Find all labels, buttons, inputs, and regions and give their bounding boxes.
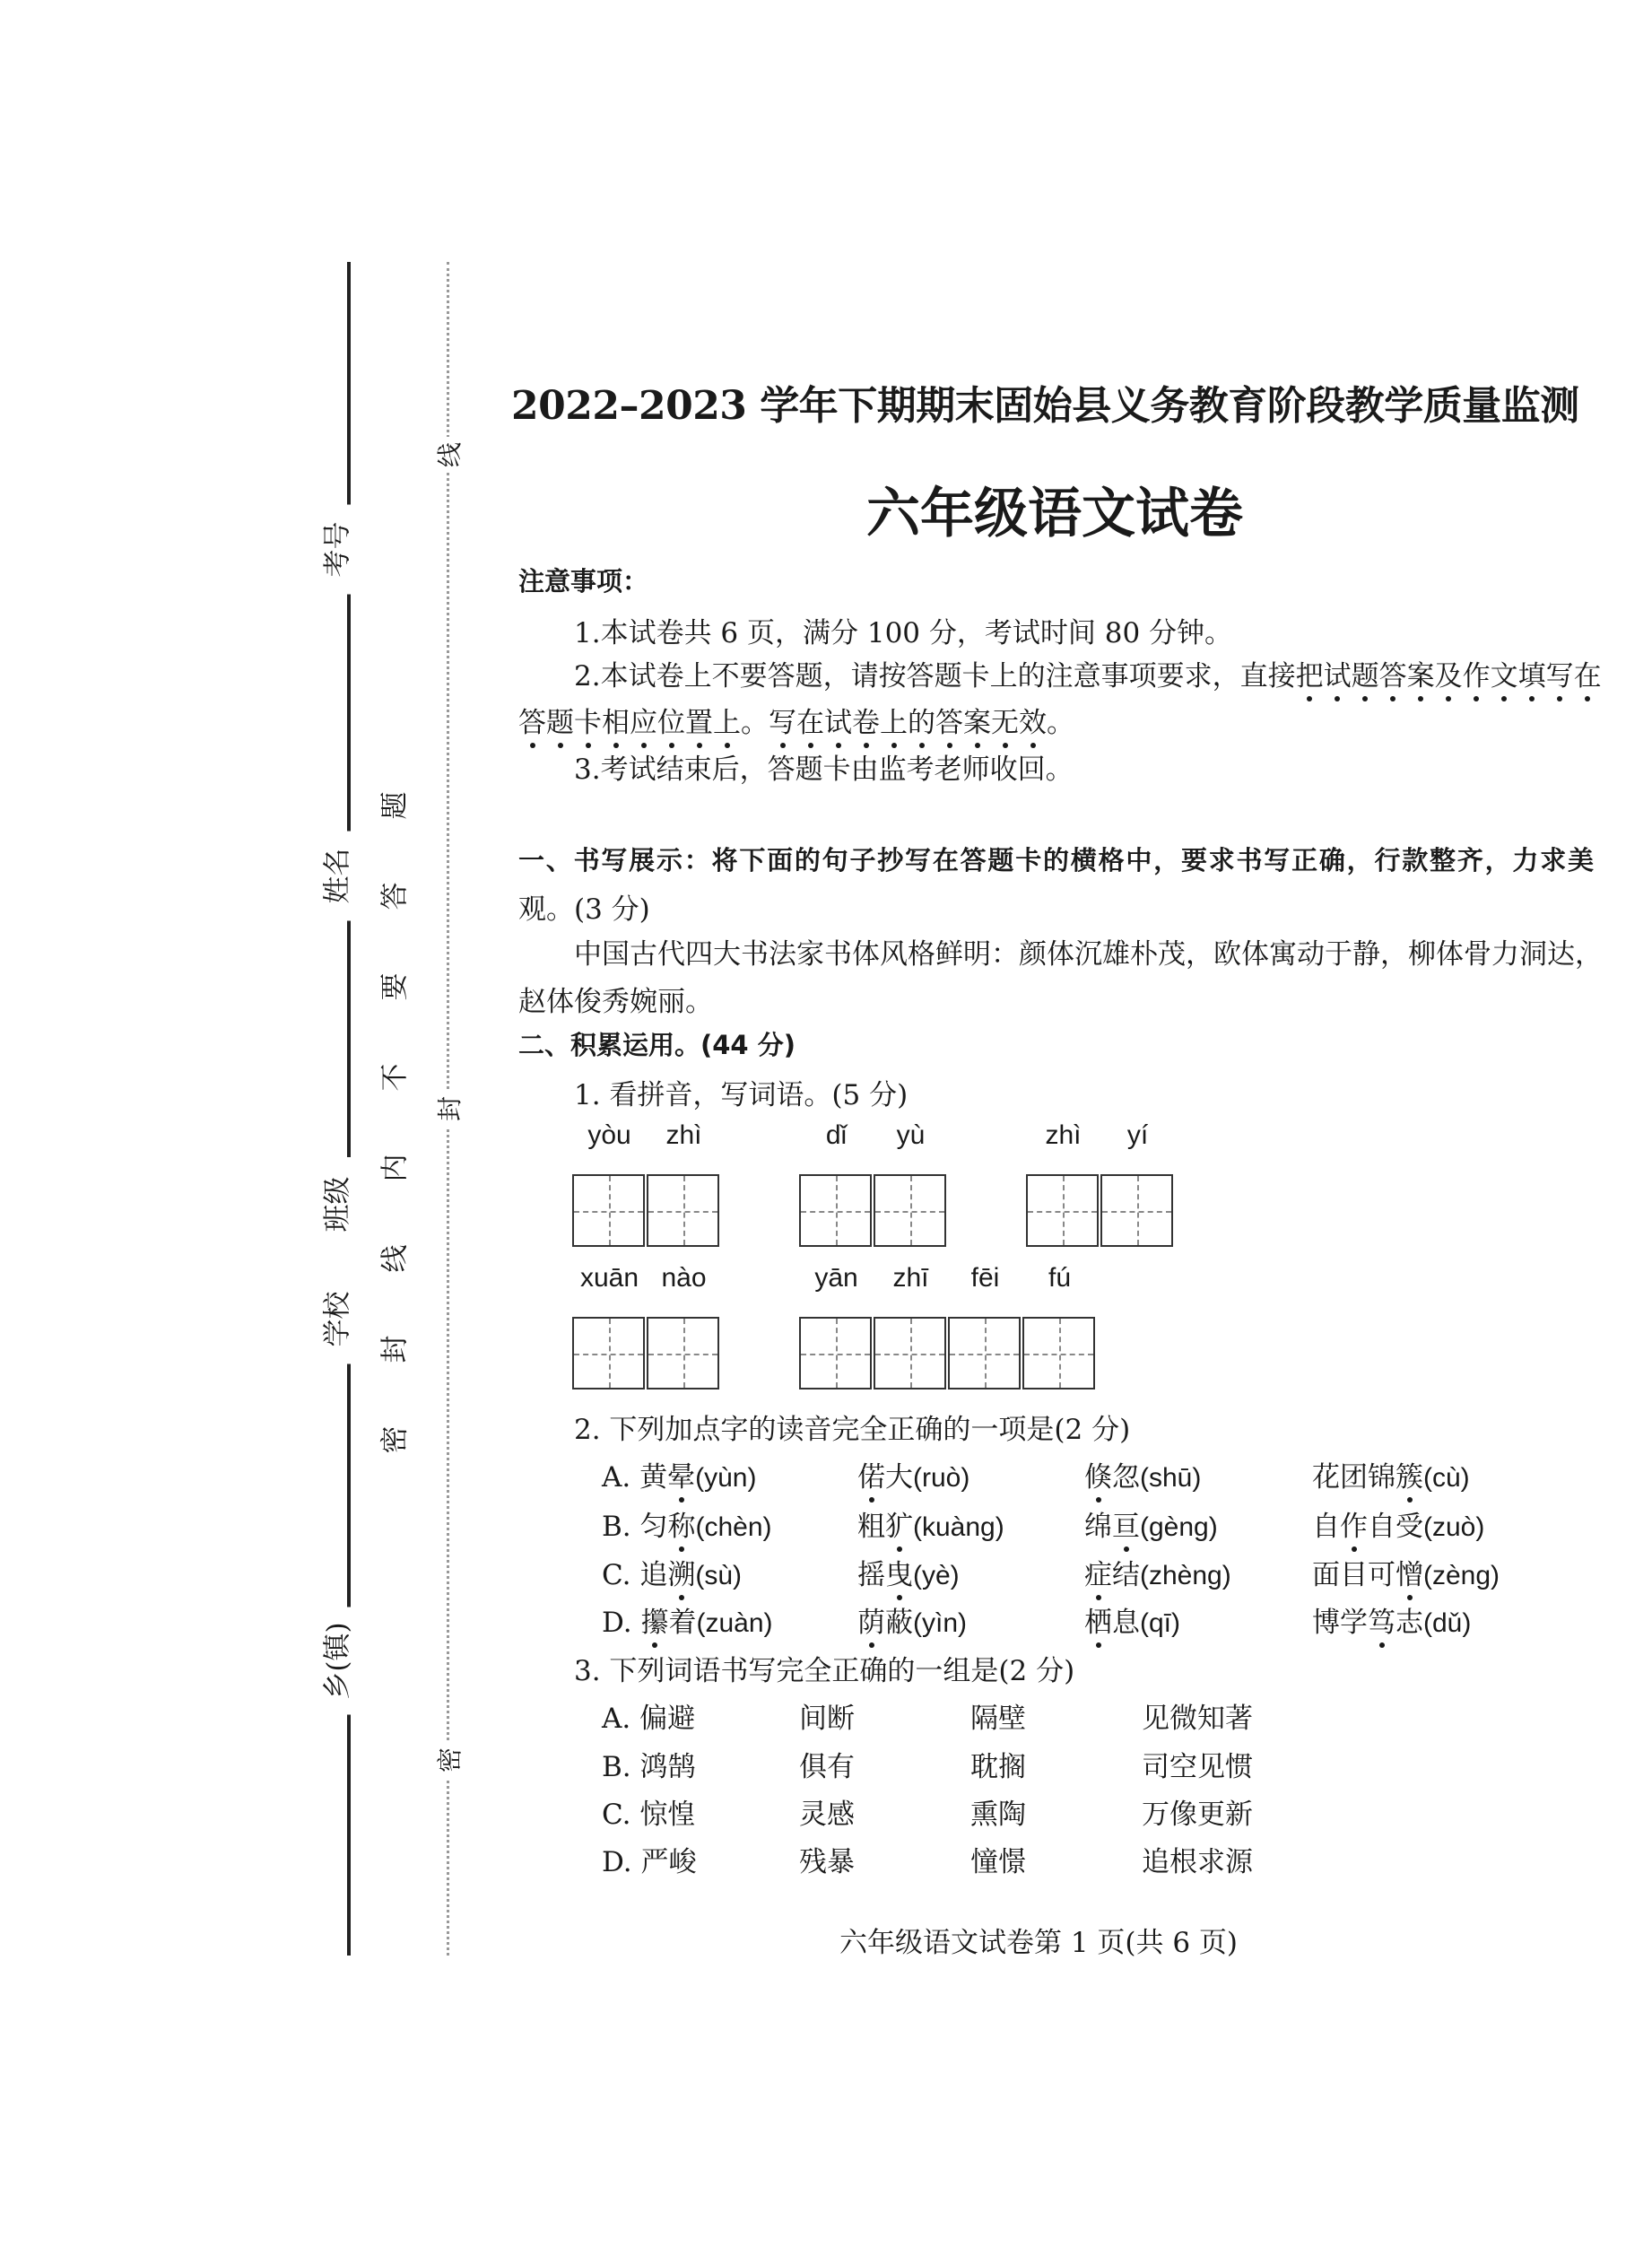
dotted-char: 应 [630, 707, 657, 739]
option-item [857, 1503, 1004, 1544]
pinyin-label: yòu [587, 1120, 631, 1150]
pinyin: (yùn) [695, 1463, 757, 1493]
option-item [799, 1695, 855, 1736]
word-part: 黄 [639, 1461, 668, 1494]
emphasized-text [518, 707, 741, 739]
word-part: 博学 [1312, 1607, 1368, 1639]
pinyin: (zuò) [1423, 1512, 1485, 1542]
dotted-char: 试 [824, 707, 852, 739]
dotted-char: 笃 [1368, 1607, 1396, 1639]
dotted-char: 无 [991, 707, 1019, 739]
pinyin: (zuàn) [696, 1608, 773, 1638]
word-part: 蔽 [885, 1607, 913, 1639]
pinyin-label: yù [896, 1120, 926, 1150]
option-item [857, 1454, 969, 1494]
pinyin-label: dǐ [825, 1120, 848, 1150]
note-text: 。 [741, 707, 769, 739]
pinyin-label: fú [1048, 1263, 1072, 1293]
pinyin: (ruò) [913, 1463, 970, 1493]
option-item [602, 1552, 742, 1592]
pinyin: (zhèng) [1140, 1561, 1231, 1590]
word-part: 结 [1112, 1559, 1140, 1591]
option-label: D. [602, 1846, 632, 1878]
dotted-char: 写 [1545, 660, 1574, 693]
section1-heading-cont: 观。(3 分) [518, 893, 650, 926]
option-label: B. [602, 1751, 631, 1783]
word-part: 粗 [857, 1511, 885, 1543]
dotted-char: 写 [769, 707, 796, 739]
word-part: 花团锦 [1312, 1461, 1396, 1494]
note-item-1: 1.本试卷共 6 页，满分 100 分，考试时间 80 分钟。 [574, 617, 1233, 649]
pinyin: (gèng) [1140, 1512, 1218, 1542]
dotted-char: 题 [1351, 660, 1379, 693]
dotted-char: 亘 [1112, 1511, 1140, 1543]
word-part: 志 [1396, 1607, 1423, 1639]
pinyin-label: yí [1126, 1120, 1149, 1150]
pinyin-label: fēi [970, 1263, 1000, 1293]
option-word: 万像更新 [1142, 1799, 1253, 1831]
option-word: 憧憬 [970, 1846, 1026, 1878]
option-item [1312, 1552, 1500, 1592]
option-word: 严峻 [640, 1846, 697, 1878]
option-item [602, 1454, 756, 1494]
option-label: A. [602, 1461, 631, 1494]
dotted-char: 卷 [852, 707, 880, 739]
option-item [1084, 1552, 1231, 1592]
seal-mark-line: 线 [430, 437, 466, 473]
option-word: 偏避 [639, 1703, 696, 1735]
pinyin-label: xuān [579, 1263, 639, 1293]
dotted-char: 位 [657, 707, 685, 739]
section2-heading: 二、积累运用。(44 分) [518, 1030, 796, 1060]
note-text: 2.本试卷上不要答题，请按答题卡上的注意事项要求，直接 [574, 660, 1296, 693]
pinyin: (sù) [695, 1561, 742, 1590]
emphasized-text [1296, 660, 1602, 693]
option-word: 隔壁 [970, 1703, 1026, 1735]
dotted-char: 题 [546, 707, 574, 739]
notes-heading: 注意事项： [518, 566, 649, 597]
option-item [1084, 1503, 1218, 1544]
dotted-char: 晕 [667, 1461, 696, 1494]
option-word: 熏陶 [970, 1799, 1026, 1831]
option-item [602, 1744, 696, 1784]
writing-box[interactable] [1100, 1174, 1173, 1247]
pinyin: (qī) [1140, 1608, 1180, 1638]
note-item-2-cont [518, 700, 1074, 740]
dotted-char: 填 [1517, 660, 1546, 693]
pinyin-label: zhì [665, 1120, 702, 1150]
option-word: 灵感 [799, 1799, 855, 1831]
pinyin: (shū) [1140, 1463, 1202, 1493]
option-item [857, 1599, 967, 1640]
option-word: 残暴 [799, 1846, 855, 1878]
writing-grid [1026, 1174, 1175, 1247]
name-field-line [347, 1700, 351, 1956]
pinyin: (yìn) [913, 1608, 967, 1638]
word-part: 自受 [1368, 1511, 1423, 1543]
pinyin: (kuàng) [913, 1512, 1004, 1542]
writing-box[interactable] [799, 1317, 872, 1389]
dotted-char: 曳 [885, 1559, 913, 1591]
writing-box[interactable] [874, 1174, 946, 1247]
option-item [970, 1839, 1026, 1879]
option-label: C. [602, 1799, 631, 1831]
dotted-char: 倏 [1084, 1461, 1112, 1494]
option-item [1312, 1454, 1470, 1494]
writing-grid [799, 1174, 948, 1247]
writing-box[interactable] [647, 1174, 719, 1247]
pinyin-label: nào [661, 1263, 707, 1293]
writing-box[interactable] [572, 1174, 645, 1247]
option-item [602, 1503, 772, 1544]
dotted-char: 称 [667, 1511, 696, 1543]
option-item [1142, 1791, 1253, 1832]
word-part: 自 [1312, 1511, 1340, 1543]
student-name-label: 姓名 [315, 832, 355, 921]
dotted-char: 作 [1340, 1511, 1368, 1543]
writing-box[interactable] [1022, 1317, 1095, 1389]
name-field-line [347, 906, 351, 1157]
option-item [1142, 1695, 1253, 1736]
dotted-char: 簇 [1396, 1461, 1423, 1494]
township-label: 乡(镇) [315, 1607, 355, 1715]
option-label: C. [602, 1559, 631, 1591]
dotted-char: 上 [713, 707, 741, 739]
exam-number-label: 考号 [315, 505, 355, 595]
option-item [799, 1791, 855, 1832]
option-item [1312, 1599, 1471, 1640]
pinyin-label: zhì [1045, 1120, 1082, 1150]
dotted-char: 荫 [857, 1607, 885, 1639]
note-text: 。 [1047, 707, 1074, 739]
option-word: 耽搁 [970, 1751, 1026, 1783]
dotted-char: 攥 [640, 1607, 669, 1639]
word-part: 面目可 [1312, 1559, 1396, 1591]
name-field-line [347, 583, 351, 839]
section1-text-cont: 赵体俊秀婉丽。 [518, 986, 713, 1018]
exam-subtitle: 六年级语文试卷 [866, 483, 1243, 545]
writing-grid [572, 1174, 721, 1247]
seal-warning: 密封线内不要答题 [378, 728, 412, 1454]
option-item [1142, 1744, 1253, 1784]
option-word: 俱有 [799, 1751, 855, 1783]
dotted-char: 症 [1084, 1559, 1112, 1591]
pinyin: (dǔ) [1423, 1608, 1472, 1638]
dotted-char: 答 [935, 707, 963, 739]
page-footer: 六年级语文试卷第 1 页(共 6 页) [839, 1927, 1239, 1959]
option-item [970, 1791, 1026, 1832]
dotted-char: 溯 [667, 1559, 696, 1591]
section1-text: 中国古代四大书法家书体风格鲜明：颜体沉雄朴茂，欧体寓动于静，柳体骨力洞达， [574, 938, 1603, 971]
writing-box[interactable] [948, 1317, 1021, 1389]
pinyin-label: zhī [892, 1263, 929, 1293]
dotted-char: 答 [518, 707, 546, 739]
q2-prompt: 2. 下列加点字的读音完全正确的一项是(2 分) [574, 1414, 1131, 1446]
word-part: 匀 [639, 1511, 668, 1543]
exam-title: 2022–2023 学年下期期末固始县义务教育阶段教学质量监测 [511, 383, 1579, 429]
option-item [1084, 1599, 1180, 1640]
dotted-char: 案 [963, 707, 991, 739]
dotted-char: 犷 [885, 1511, 913, 1543]
q1-prompt: 1. 看拼音，写词语。(5 分) [574, 1079, 909, 1111]
writing-grid [572, 1317, 721, 1389]
pinyin-label: yān [814, 1263, 858, 1293]
option-item [799, 1839, 855, 1879]
option-word: 司空见惯 [1142, 1751, 1253, 1783]
dotted-char: 作 [1462, 660, 1491, 693]
word-part: 着 [668, 1607, 697, 1639]
pinyin: (cù) [1423, 1463, 1470, 1493]
option-label: B. [602, 1511, 631, 1543]
writing-box[interactable] [799, 1174, 872, 1247]
writing-box[interactable] [647, 1317, 719, 1389]
word-part: 息 [1112, 1607, 1140, 1639]
option-item [857, 1552, 960, 1592]
option-word: 见微知著 [1142, 1703, 1253, 1735]
option-item [799, 1744, 855, 1784]
pinyin: (zèng) [1423, 1561, 1500, 1590]
dotted-char: 卡 [574, 707, 602, 739]
class-label: 班级 [315, 1160, 355, 1250]
option-item [602, 1695, 695, 1736]
dotted-char: 效 [1019, 707, 1047, 739]
section1-heading: 一、书写展示：将下面的句子抄写在答题卡的横格中，要求书写正确，行款整齐，力求美 [518, 845, 1594, 876]
option-word: 追根求源 [1142, 1846, 1253, 1878]
dotted-char: 文 [1490, 660, 1518, 693]
option-word: 鸿鹄 [639, 1751, 696, 1783]
option-item [970, 1744, 1026, 1784]
dotted-char: 答 [1378, 660, 1407, 693]
word-part: 追 [639, 1559, 668, 1591]
q3-prompt: 3. 下列词语书写完全正确的一组是(2 分) [574, 1655, 1075, 1687]
word-part: 摇 [857, 1559, 885, 1591]
dotted-char: 栖 [1084, 1607, 1112, 1639]
seal-mark-secret: 密 [430, 1742, 466, 1778]
dotted-char: 相 [602, 707, 630, 739]
option-item [602, 1791, 695, 1832]
writing-grid [799, 1317, 1097, 1389]
seal-mark-seal: 封 [430, 1091, 466, 1127]
option-item [970, 1695, 1026, 1736]
dotted-char: 在 [1573, 660, 1602, 693]
dotted-char: 案 [1406, 660, 1435, 693]
note-item-3: 3.考试结束后，答题卡由监考老师收回。 [574, 754, 1074, 786]
dotted-char: 在 [796, 707, 824, 739]
writing-box[interactable] [1026, 1174, 1099, 1247]
dotted-char: 偌 [857, 1461, 885, 1494]
dotted-char: 的 [908, 707, 935, 739]
option-item [1142, 1839, 1253, 1879]
dotted-char: 把 [1295, 660, 1324, 693]
writing-box[interactable] [874, 1317, 946, 1389]
note-item-2 [574, 653, 1602, 693]
name-field-line [347, 1363, 351, 1624]
dotted-char: 憎 [1396, 1559, 1423, 1591]
dotted-char: 上 [880, 707, 908, 739]
dotted-char: 及 [1434, 660, 1463, 693]
pinyin: (chèn) [695, 1512, 772, 1542]
option-label: A. [602, 1703, 631, 1735]
word-part: 绵 [1084, 1511, 1112, 1543]
option-item [602, 1599, 773, 1640]
option-word: 惊惶 [639, 1799, 696, 1831]
dotted-char: 置 [685, 707, 713, 739]
emphasized-text [769, 707, 1047, 739]
writing-box[interactable] [572, 1317, 645, 1389]
word-part: 大 [885, 1461, 913, 1494]
word-part: 忽 [1112, 1461, 1140, 1494]
dotted-char: 试 [1323, 660, 1352, 693]
school-label: 学校 [315, 1275, 355, 1364]
option-label: D. [602, 1607, 632, 1639]
option-item [602, 1839, 696, 1879]
option-word: 间断 [799, 1703, 855, 1735]
pinyin: (yè) [913, 1561, 960, 1590]
option-item [1312, 1503, 1484, 1544]
option-item [1084, 1454, 1201, 1494]
